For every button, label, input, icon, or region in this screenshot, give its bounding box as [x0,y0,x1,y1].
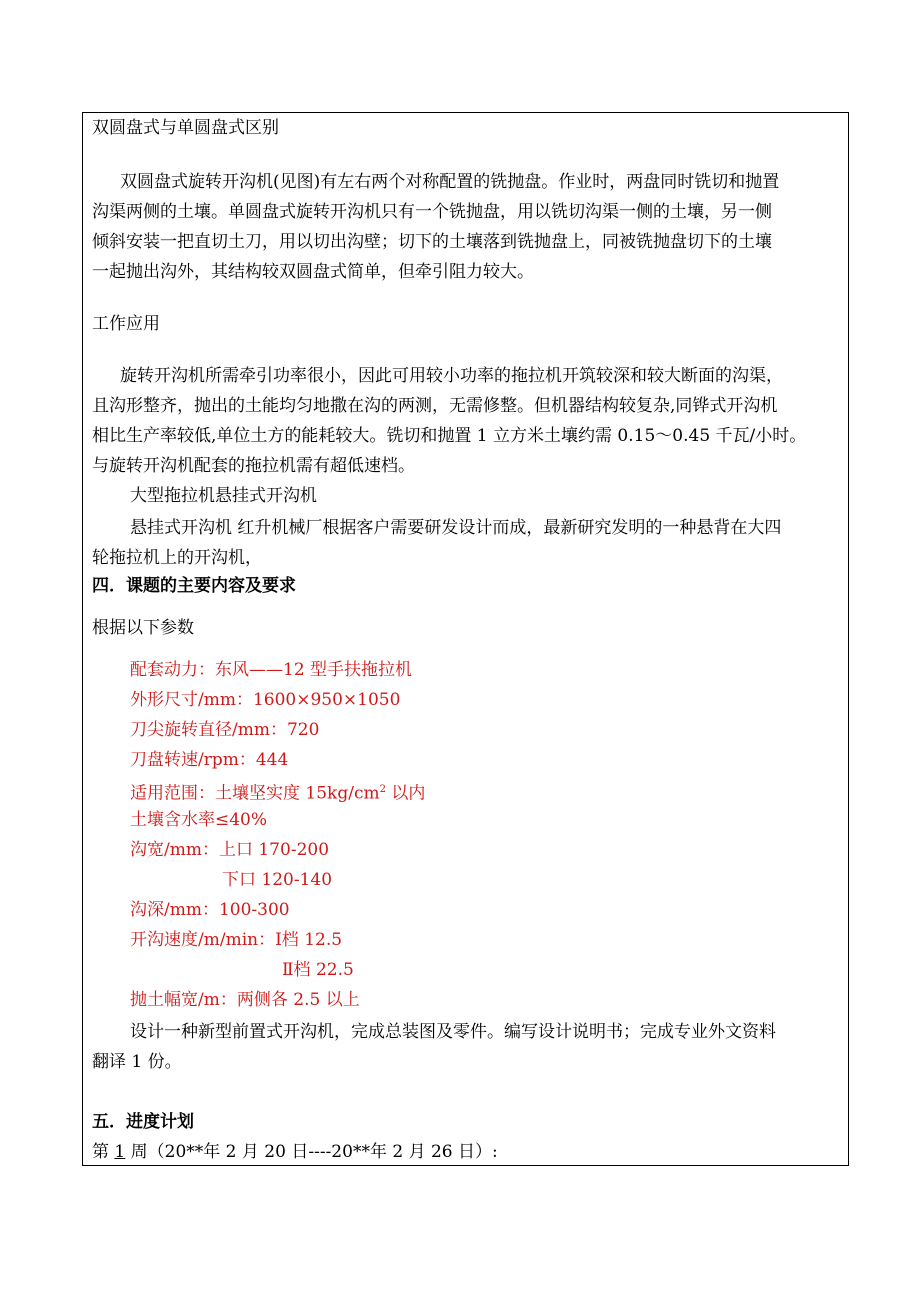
week-number: 1 [114,1142,126,1162]
paragraph-line: 沟渠两侧的土壤。单圆盘式旋转开沟机只有一个铣抛盘，用以铣切沟渠一侧的土壤，另一侧 [92,202,772,222]
param-disc-speed: 刀盘转速/rpm：444 [130,750,289,770]
param-dimensions: 外形尺寸/mm：1600×950×1050 [130,690,401,710]
sub-heading: 大型拖拉机悬挂式开沟机 [130,486,317,506]
paragraph-line: 相比生产率较低,单位土方的能耗较大。铣切和抛置 1 立方米土壤约需 0.15～0.45 千瓦/小时。 [92,426,807,446]
param-applicable-range: 适用范围：土壤坚实度 $15kg/cm^2$ 以内 [130,783,426,804]
params-intro: 根据以下参数 [92,618,194,638]
paragraph-line: 旋转开沟机所需牵引功率很小，因此可用较小功率的拖拉机开筑较深和较大断面的沟渠， [120,366,783,386]
param-throw-width: 抛土幅宽/m：两侧各 2.5 以上 [130,990,360,1010]
section-heading-disc-types: 双圆盘式与单圆盘式区别 [92,118,279,138]
param-trench-width-top: 沟宽/mm：上口 170-200 [130,840,330,860]
param-trench-depth: 沟深/mm：100-300 [130,900,290,920]
param-moisture: 土壤含水率≤40% [130,810,268,830]
param-blade-diameter: 刀尖旋转直径/mm：720 [130,720,320,740]
paragraph-line: 双圆盘式旋转开沟机(见图)有左右两个对称配置的铣抛盘。作业时，两盘同时铣切和抛置 [120,172,780,192]
schedule-week-line: 第 1 周（20**年 2 月 20 日----20**年 2 月 26 日）: [92,1142,498,1162]
task-line: 翻译 1 份。 [92,1052,182,1072]
param-trench-width-bottom: 下口 120-140 [222,870,333,890]
param-power: 配套动力：东风——12 型手扶拖拉机 [130,660,413,680]
paragraph-line: 且沟形整齐，抛出的土能均匀地撒在沟的两测，无需修整。但机器结构较复杂,同铧式开沟机 [92,396,778,416]
section-heading-main-content: 四．课题的主要内容及要求 [92,576,296,596]
paragraph-line: 一起抛出沟外，其结构较双圆盘式简单，但牵引阻力较大。 [92,262,534,282]
task-line: 设计一种新型前置式开沟机，完成总装图及零件。编写设计说明书；完成专业外文资料 [130,1022,776,1042]
section-heading-schedule: 五．进度计划 [92,1112,194,1132]
paragraph-line: 与旋转开沟机配套的拖拉机需有超低速档。 [92,456,415,476]
paragraph-line: 倾斜安装一把直切土刀，用以切出沟壁；切下的土壤落到铣抛盘上，同被铣抛盘切下的土壤 [92,232,772,252]
param-speed-gear1: 开沟速度/m/min：Ⅰ档 12.5 [130,930,343,950]
param-speed-gear2: Ⅱ档 22.5 [282,960,354,980]
paragraph-line: 轮拖拉机上的开沟机， [92,548,262,568]
paragraph-line: 悬挂式开沟机 红升机械厂根据客户需要研发设计而成，最新研究发明的一种悬背在大四 [130,518,782,538]
section-heading-application: 工作应用 [92,314,160,334]
